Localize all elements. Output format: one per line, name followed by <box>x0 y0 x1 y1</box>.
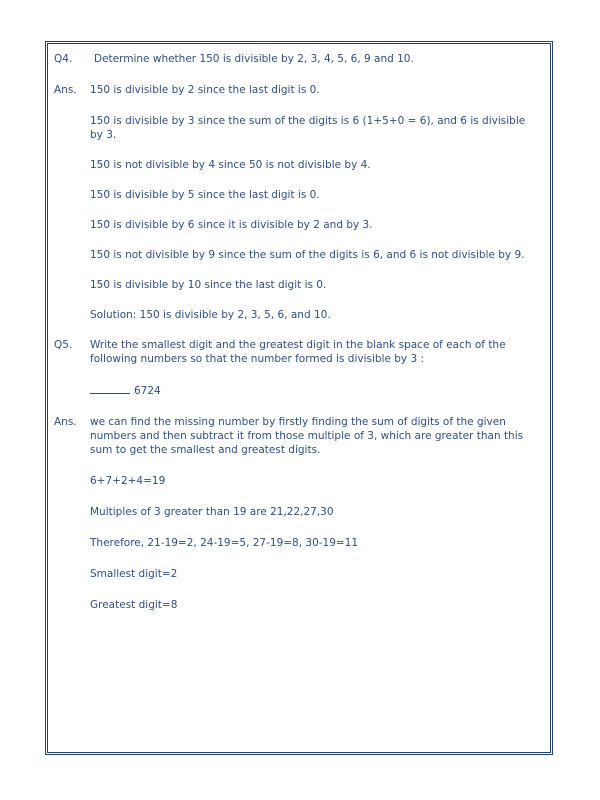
answer-5-line: Greatest digit=8 <box>90 599 178 611</box>
question-4-text: Determine whether 150 is divisible by 2, 3, 4, 5, 6, 9 and 10. <box>94 53 414 65</box>
question-5-blank-number <box>90 383 540 398</box>
answer-5-line: Smallest digit=2 <box>90 568 178 580</box>
question-5-text: Write the smallest digit and the greatest digit in the blank space of each of the following numbers so that the number formed is divisible by 3 : <box>90 339 506 365</box>
question-5-label: Q5. <box>54 339 73 351</box>
answer-4-label: Ans. <box>54 84 77 96</box>
answer-4 <box>50 83 540 322</box>
answer-4-solution: Solution: 150 is divisible by 2, 3, 5, 6, and 10. <box>90 309 331 321</box>
answer-4-line: 150 is not divisible by 4 since 50 is not divisible by 4. <box>90 159 371 171</box>
worksheet-content <box>50 50 540 612</box>
answer-4-line: 150 is divisible by 5 since the last digit is 0. <box>90 189 320 201</box>
answer-5-line: Multiples of 3 greater than 19 are 21,22,27,30 <box>90 506 334 518</box>
answer-5-intro: we can find the missing number by firstly finding the sum of digits of the given numbers and then subtract it from those multiple of 3, which are greater than this sum to get the smallest and greatest digits. <box>90 416 524 456</box>
question-5 <box>50 338 540 398</box>
question-5-number: 6724 <box>134 385 161 397</box>
answer-4-line: 150 is divisible by 3 since the sum of the digits is 6 (1+5+0 = 6), and 6 is divisible by 3. <box>90 115 526 141</box>
answer-5-line: Therefore, 21-19=2, 24-19=5, 27-19=8, 30-19=11 <box>90 537 359 549</box>
answer-5-line: 6+7+2+4=19 <box>90 475 166 487</box>
answer-4-line: 150 is divisible by 6 since it is divisible by 2 and by 3. <box>90 219 373 231</box>
question-4 <box>50 52 540 66</box>
answer-5 <box>50 415 540 612</box>
blank-space <box>90 383 130 394</box>
answer-4-line: 150 is not divisible by 9 since the sum of the digits is 6, and 6 is not divisible by 9. <box>90 249 525 261</box>
answer-5-label: Ans. <box>54 416 77 428</box>
answer-4-line: 150 is divisible by 10 since the last digit is 0. <box>90 279 327 291</box>
answer-4-line: 150 is divisible by 2 since the last digit is 0. <box>90 84 320 96</box>
question-4-label: Q4. <box>54 53 73 65</box>
